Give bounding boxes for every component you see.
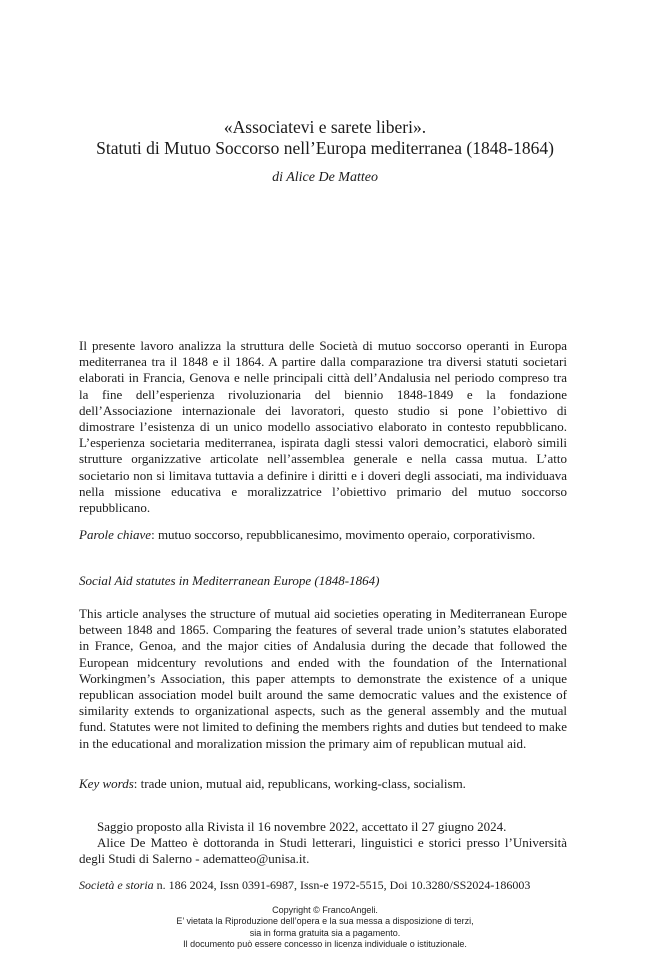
article-title xyxy=(40,117,610,159)
keywords-english xyxy=(79,776,567,792)
submission-note: Saggio proposto alla Rivista il 16 novembre 2022, accettato il 27 giugno 2024. xyxy=(97,819,507,834)
copyright-line-3: sia in forma gratuita sia a pagamento. xyxy=(249,927,401,938)
author-affiliation: Alice De Matteo è dottoranda in Studi letterari, linguistici e storici presso l’Università degli Studi di Salerno - adematteo@unisa.it. xyxy=(79,835,567,867)
copyright-line-1: Copyright © FrancoAngeli. xyxy=(272,905,378,915)
keywords-italian-label: Parole chiave xyxy=(79,527,152,542)
citation-details: n. 186 2024, Issn 0391-6987, Issn-e 1972-5515, Doi 10.3280/SS2024-186003 xyxy=(153,878,531,892)
journal-citation xyxy=(79,877,567,893)
copyright-notice xyxy=(40,905,610,951)
copyright-line-4: Il documento può essere concesso in licenza individuale o istituzionale. xyxy=(183,939,467,950)
article-notes xyxy=(79,819,567,868)
abstract-italian: Il presente lavoro analizza la struttura delle Società di mutuo soccorso operanti in Europa mediterranea tra il 1848 e il 1864. A partire dalla comparazione tra diversi statuti societari elaborati in Francia, Genova e nelle principali città dell’Andalusia nel periodo compreso tra la fine dell’esperienza rivoluzionaria del biennio 1848-1849 e la fondazione dell’Associazione internazionale dei lavoratori, questo studio si pone l’obiettivo di dimostrare l’esistenza di un unico modello associativo elaborato in contesto repubblicano. L’esperienza societaria mediterranea, ispirata dagli stessi valori democratici, elaborò simili strutture organizzative articolate nell’assemblea generale e nella cassa mutua. L’atto societario non si limitava tuttavia a definire i diritti e i doveri degli associati, ma individuava nella missione educativa e moralizzatrice l’obiettivo primario del mutuo soccorso repubblicano. xyxy=(79,338,567,516)
title-line-1: «Associatevi e sarete liberi». xyxy=(223,117,427,137)
english-title: Social Aid statutes in Mediterranean Europe (1848-1864) xyxy=(79,573,380,588)
title-line-2: Statuti di Mutuo Soccorso nell’Europa mediterranea (1848-1864) xyxy=(96,138,554,158)
journal-name: Società e storia xyxy=(79,878,154,892)
keywords-english-text: : trade union, mutual aid, republicans, working-class, socialism. xyxy=(133,776,466,791)
keywords-italian xyxy=(79,527,567,543)
keywords-italian-text: : mutuo soccorso, repubblicanesimo, movimento operaio, corporativismo. xyxy=(151,527,536,542)
copyright-line-2: E’ vietata la Riproduzione dell’opera e la sua messa a disposizione di terzi, xyxy=(176,916,474,927)
keywords-english-label: Key words xyxy=(79,776,134,791)
author-line: di Alice De Matteo xyxy=(272,170,378,185)
abstract-english: This article analyses the structure of mutual aid societies operating in Mediterranean Europe between 1848 and 1865. Comparing the features of several trade union’s statutes elaborated in France, Genoa, and the major cities of Andalusia during the decade that followed the European midcentury revolutions and ended with the foundation of the International Workingmen’s Association, this paper attempts to demonstrate the existence of a unique republican association model built around the same democratic values and the existence of similarity extends to organizational aspects, such as the general assembly and the mutual fund. Statutes were not limited to defining the members rights and duties but tendeed to make in the educational and moralization mission the primary aim of republican mutual aid. xyxy=(79,606,567,751)
